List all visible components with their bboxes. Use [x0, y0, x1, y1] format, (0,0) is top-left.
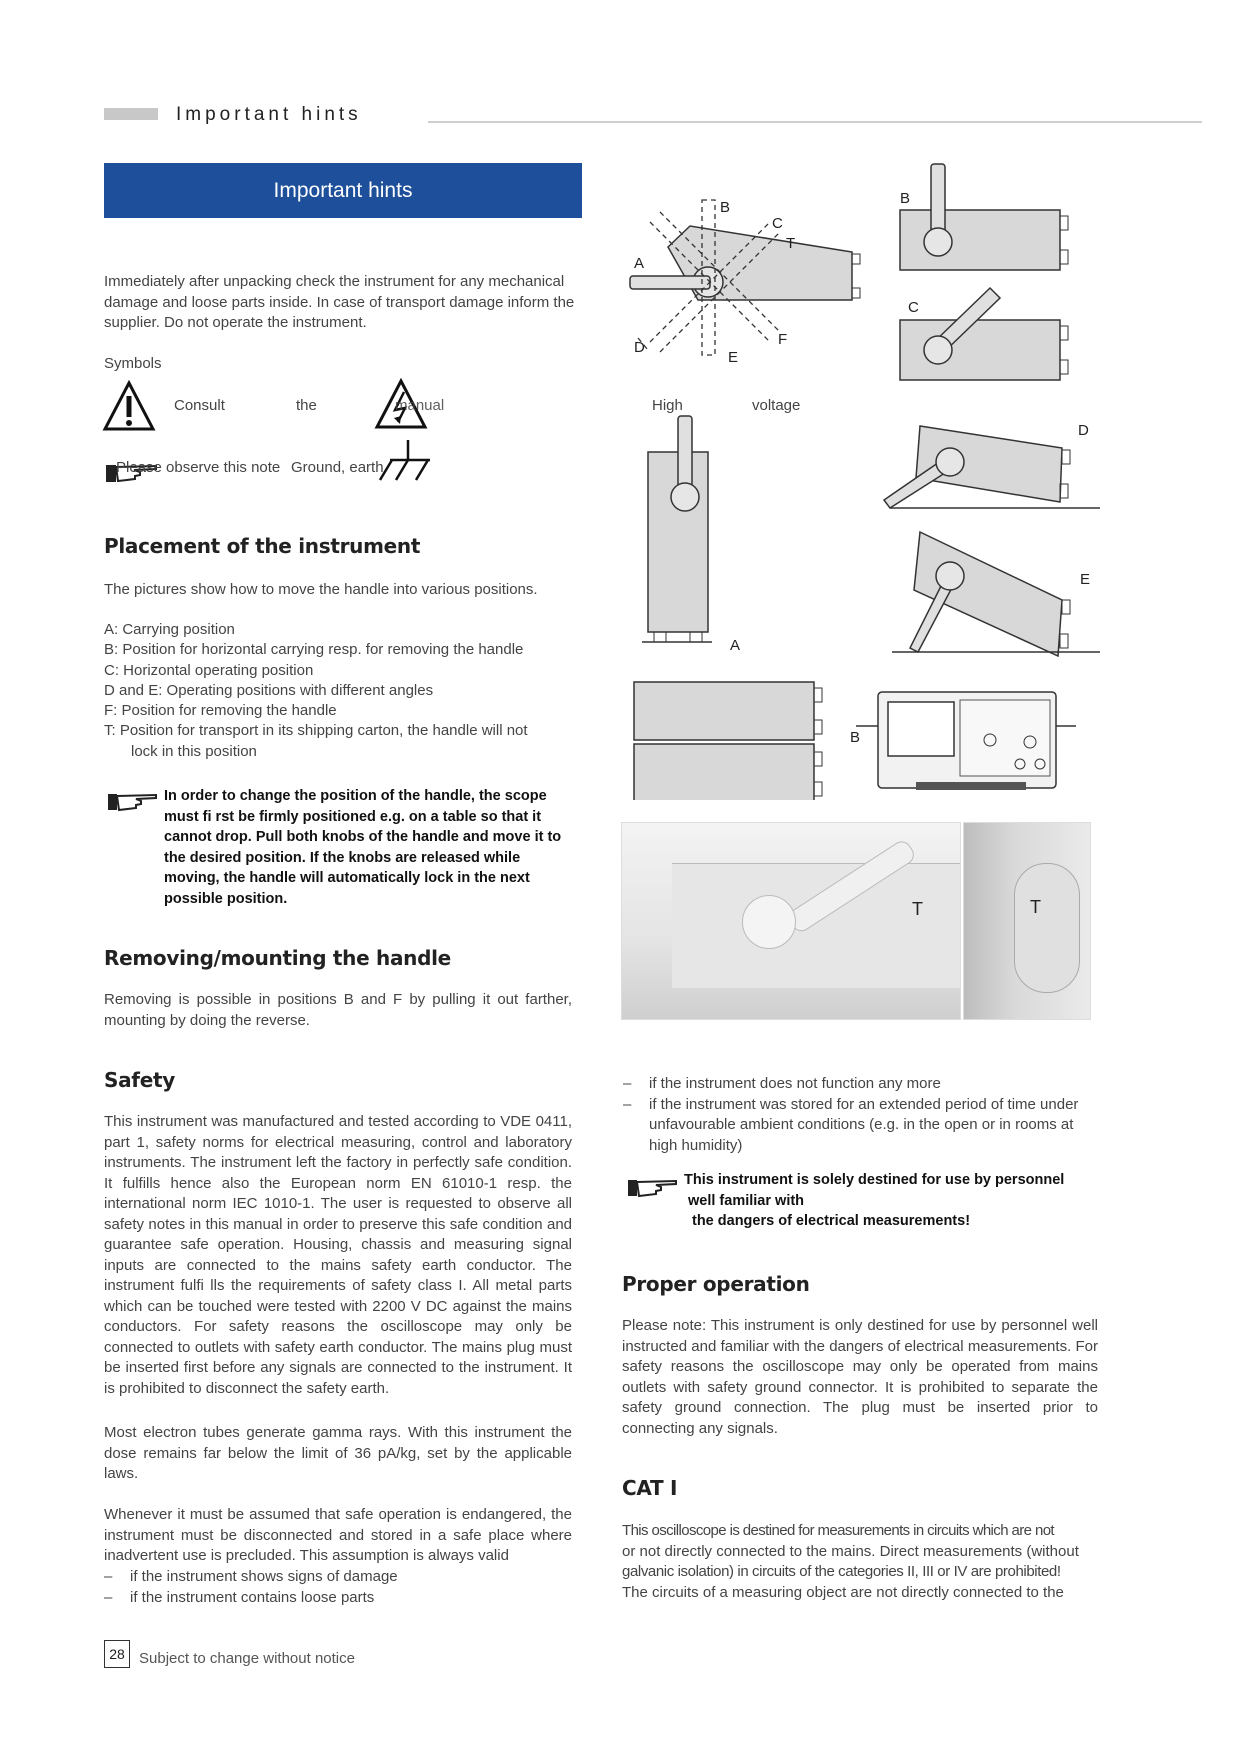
- label-t: T: [1030, 897, 1041, 917]
- list-item: F: Position for removing the handle: [104, 702, 337, 720]
- personnel-note: [684, 1170, 1104, 1232]
- footer-text: Subject to change without notice: [139, 1650, 355, 1667]
- intro-text: Immediately after unpacking check the instrument for any mechanical damage and loose parts inside. In case of transport damage inform the supplier. Do not operate the instrument.: [104, 273, 575, 331]
- position-e-diagram: [892, 532, 1100, 656]
- note-symbol-label: Please observe this note: [116, 459, 281, 476]
- pointing-hand-icon: [106, 790, 160, 812]
- voltage-label: voltage: [752, 397, 801, 414]
- cat-line: This oscilloscope is destined for measurements in circuits which are not: [622, 1522, 1055, 1539]
- list-item: – if the instrument shows signs of damage: [104, 1567, 574, 1588]
- handle-note: In order to change the position of the handle, the scope must fi rst be firmly positioned e.g. on a table so that it cannot drop. Pull both knobs of the handle and move it to the desired position. If the knobs are released while moving, the handle will automatically lock in the next possible position.: [164, 788, 562, 907]
- consult-word-3: manual: [395, 397, 445, 414]
- label-b: B: [900, 190, 911, 207]
- label-c: C: [772, 215, 783, 232]
- safety-title: Safety: [104, 1068, 175, 1092]
- cat-text: [622, 1521, 1102, 1603]
- ground-symbol-label: Ground, earth: [291, 459, 384, 476]
- pointing-hand-icon: [626, 1176, 680, 1198]
- header-title: Important hints: [176, 104, 362, 125]
- page-number: 28: [104, 1640, 130, 1668]
- right-list: [623, 1074, 1093, 1156]
- consult-word-1: Consult: [174, 397, 225, 414]
- oscilloscope-front-diagram: [850, 692, 1076, 790]
- handle-knob: [1014, 863, 1080, 993]
- position-d-diagram: [884, 422, 1100, 508]
- section-banner: Important hints: [104, 163, 582, 218]
- label-d: D: [1078, 422, 1089, 439]
- high-label: High: [652, 397, 683, 414]
- consult-word-2: the: [296, 397, 317, 414]
- stacked-units-diagram: [634, 682, 822, 800]
- label-e: E: [728, 349, 739, 366]
- instrument-body: [672, 863, 960, 988]
- label-e: E: [1080, 571, 1091, 588]
- warning-triangle-icon: [102, 380, 156, 432]
- symbols-heading: Symbols: [104, 355, 162, 372]
- position-b-diagram: [900, 164, 1068, 270]
- note-line: This instrument is solely destined for use by personnel: [684, 1172, 1065, 1188]
- proper-operation-text: Please note: This instrument is only destined for use by personnel well instructed and familiar with the dangers of electrical measurements. For safety reasons the oscilloscope may only be operated from mains outlets with safety ground connector. It is prohibited to separate the safety ground connection. The plug must be inserted prior to connecting any signals.: [622, 1317, 1098, 1437]
- header-bar: [104, 108, 158, 120]
- cat-title: CAT I: [622, 1476, 678, 1500]
- safety-paragraph-1: This instrument was manufactured and tested according to VDE 0411, part 1, safety norms for electrical measuring, control and laboratory instruments. The instrument left the factory in perfectly safe condition. It fulfills hence also the European norm EN 61010-1 resp. the international norm IEC 1010-1. The user is requested to observe all safety notes in this manual in order to preserve this safe condition and guarantee safe operation. Housing, chassis and measuring signal inputs are connected to the mains safety earth conductor. The instrument fulfi lls the requirements of safety class I. All metal parts which can be touched were tested with 2200 V DC against the mains conductors. For safety reasons the oscilloscope may only be connected to outlets with safety earth conductor. The mains plug must be inserted first before any signals are connected to the instrument. It is prohibited to disconnect the safety earth.: [104, 1113, 572, 1397]
- label-a: A: [634, 255, 645, 272]
- list-item: – if the instrument contains loose parts: [104, 1588, 574, 1609]
- handle-photo-front: [963, 822, 1091, 1020]
- handle-knob: [742, 895, 796, 949]
- safety-list: [104, 1567, 574, 1608]
- cat-line: galvanic isolation) in circuits of the categories II, III or IV are prohibited!: [622, 1563, 1061, 1580]
- cat-line: The circuits of a measuring object are not directly connected to the: [622, 1583, 1064, 1601]
- list-item: T: Position for transport in its shipping carton, the handle will not: [104, 722, 528, 740]
- removing-title: Removing/mounting the handle: [104, 946, 451, 970]
- list-item: A: Carrying position: [104, 621, 235, 638]
- handle-photo-side: [621, 822, 961, 1020]
- handle-positions-figure: [620, 160, 1100, 800]
- position-c-diagram: [900, 288, 1068, 380]
- removing-text: Removing is possible in positions B and F by pulling it out farther, mounting by doing the reverse.: [104, 991, 572, 1029]
- list-item: C: Horizontal operating position: [104, 661, 314, 679]
- proper-operation-title: Proper operation: [622, 1272, 810, 1296]
- ground-earth-icon: [378, 438, 434, 484]
- label-a: A: [730, 637, 741, 654]
- list-item: – if the instrument was stored for an extended period of time under unfavourable ambient conditions (e.g. in the open or in rooms at high humidity): [623, 1095, 1093, 1157]
- label-b: B: [720, 199, 731, 216]
- list-item: – if the instrument does not function any more: [623, 1074, 1093, 1095]
- safety-paragraph-2: Most electron tubes generate gamma rays. With this instrument the dose remains far below the limit of 36 pA/kg, set by the applicable laws.: [104, 1424, 572, 1482]
- label-d: D: [634, 339, 645, 356]
- label-t: T: [786, 235, 796, 252]
- note-line: the dangers of electrical measurements!: [692, 1213, 971, 1229]
- label-c: C: [908, 299, 919, 316]
- header-rule: [428, 121, 1202, 123]
- placement-intro: The pictures show how to move the handle into various positions.: [104, 581, 538, 598]
- position-list: [104, 620, 588, 762]
- list-item: D and E: Operating positions with different angles: [104, 681, 434, 699]
- note-line: well familiar with: [688, 1192, 805, 1209]
- position-a-diagram: [642, 416, 740, 654]
- list-item: B: Position for horizontal carrying resp. for removing the handle: [104, 641, 524, 659]
- handle-rotation-diagram: [630, 199, 860, 366]
- safety-paragraph-3: Whenever it must be assumed that safe operation is endangered, the instrument must be disconnected and stored in a safe place where inadvertent use is precluded. This assumption is always valid: [104, 1506, 572, 1564]
- label-f: F: [778, 331, 788, 348]
- placement-title: Placement of the instrument: [104, 534, 421, 558]
- label-t: T: [912, 899, 923, 919]
- label-b: B: [850, 729, 861, 746]
- cat-line: or not directly connected to the mains. Direct measurements (without: [622, 1542, 1079, 1560]
- list-item: lock in this position: [131, 742, 257, 760]
